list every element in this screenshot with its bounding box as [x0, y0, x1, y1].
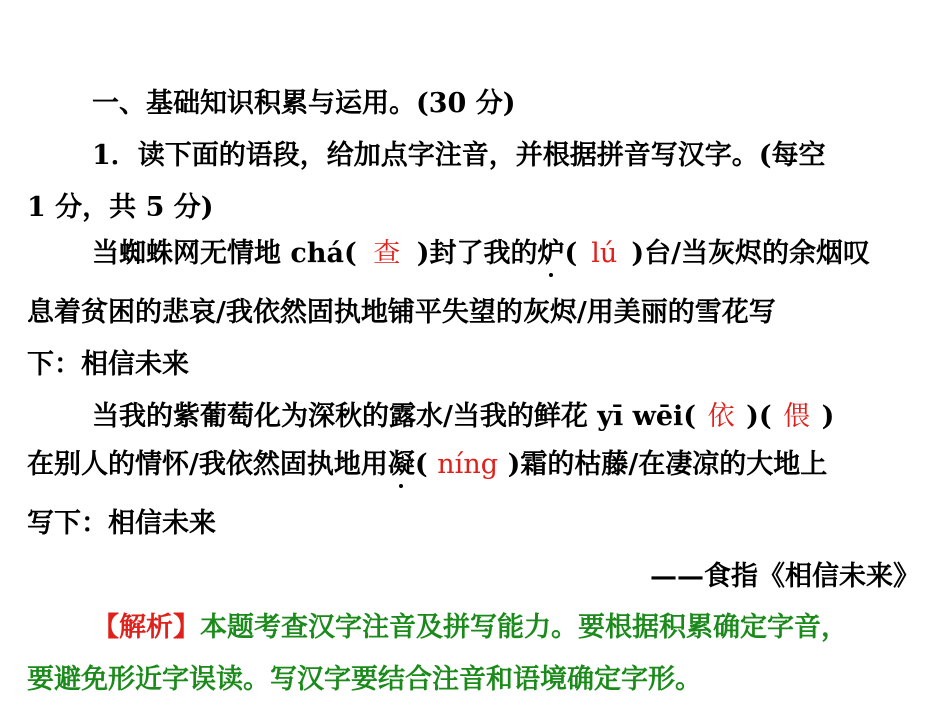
poem-text: (	[564, 238, 578, 269]
dotted-char: 炉	[537, 238, 565, 269]
poem-text: )台/当灰烬的余烟叹	[631, 238, 870, 269]
poem-p1-line-2: 息着贫困的悲哀/我依然固执地铺平失望的灰烬/用美丽的雪花写	[27, 297, 776, 328]
analysis-tag: 【解析】	[92, 612, 200, 643]
poem-text: )	[821, 401, 835, 432]
poem-text: (	[414, 449, 428, 480]
analysis-line-2: 要避免形近字误读。写汉字要结合注音和语境确定字形。	[27, 664, 702, 695]
poem-text: 当蜘蛛网无情地 chá(	[92, 238, 357, 269]
poem-p2-line-2	[27, 448, 827, 482]
answer-blank: lú	[591, 238, 618, 269]
poem-attribution: ——食指《相信未来》	[650, 561, 920, 592]
answer-blank: 查	[373, 238, 401, 269]
poem-p2-line-3: 写下：相信未来	[27, 508, 216, 539]
poem-text: )封了我的	[416, 238, 538, 269]
poem-p1-line-1	[92, 237, 870, 271]
question-line-1: 1．读下面的语段，给加点字注音，并根据拼音写汉字。(每空	[92, 140, 826, 171]
poem-text: )霜的枯藤/在凄凉的大地上	[507, 449, 828, 480]
poem-p1-line-3: 下：相信未来	[27, 349, 189, 380]
analysis-text: 本题考查汉字注音及拼写能力。要根据积累确定字音，	[200, 612, 848, 643]
poem-text: 在别人的情怀/我依然固执地用	[27, 449, 388, 480]
poem-text: 当我的紫葡萄化为深秋的露水/当我的鲜花 yī wēi(	[92, 401, 697, 432]
section-title: 一、基础知识积累与运用。(30 分)	[92, 88, 516, 119]
poem-text: )(	[746, 401, 772, 432]
poem-p2-line-1	[92, 400, 834, 434]
answer-blank: 依	[707, 401, 735, 432]
answer-blank: níng	[437, 449, 498, 480]
dotted-char: 凝	[387, 449, 415, 480]
analysis-line-1	[92, 611, 848, 645]
answer-blank: 偎	[783, 401, 811, 432]
question-line-2: 1 分，共 5 分)	[27, 192, 214, 223]
